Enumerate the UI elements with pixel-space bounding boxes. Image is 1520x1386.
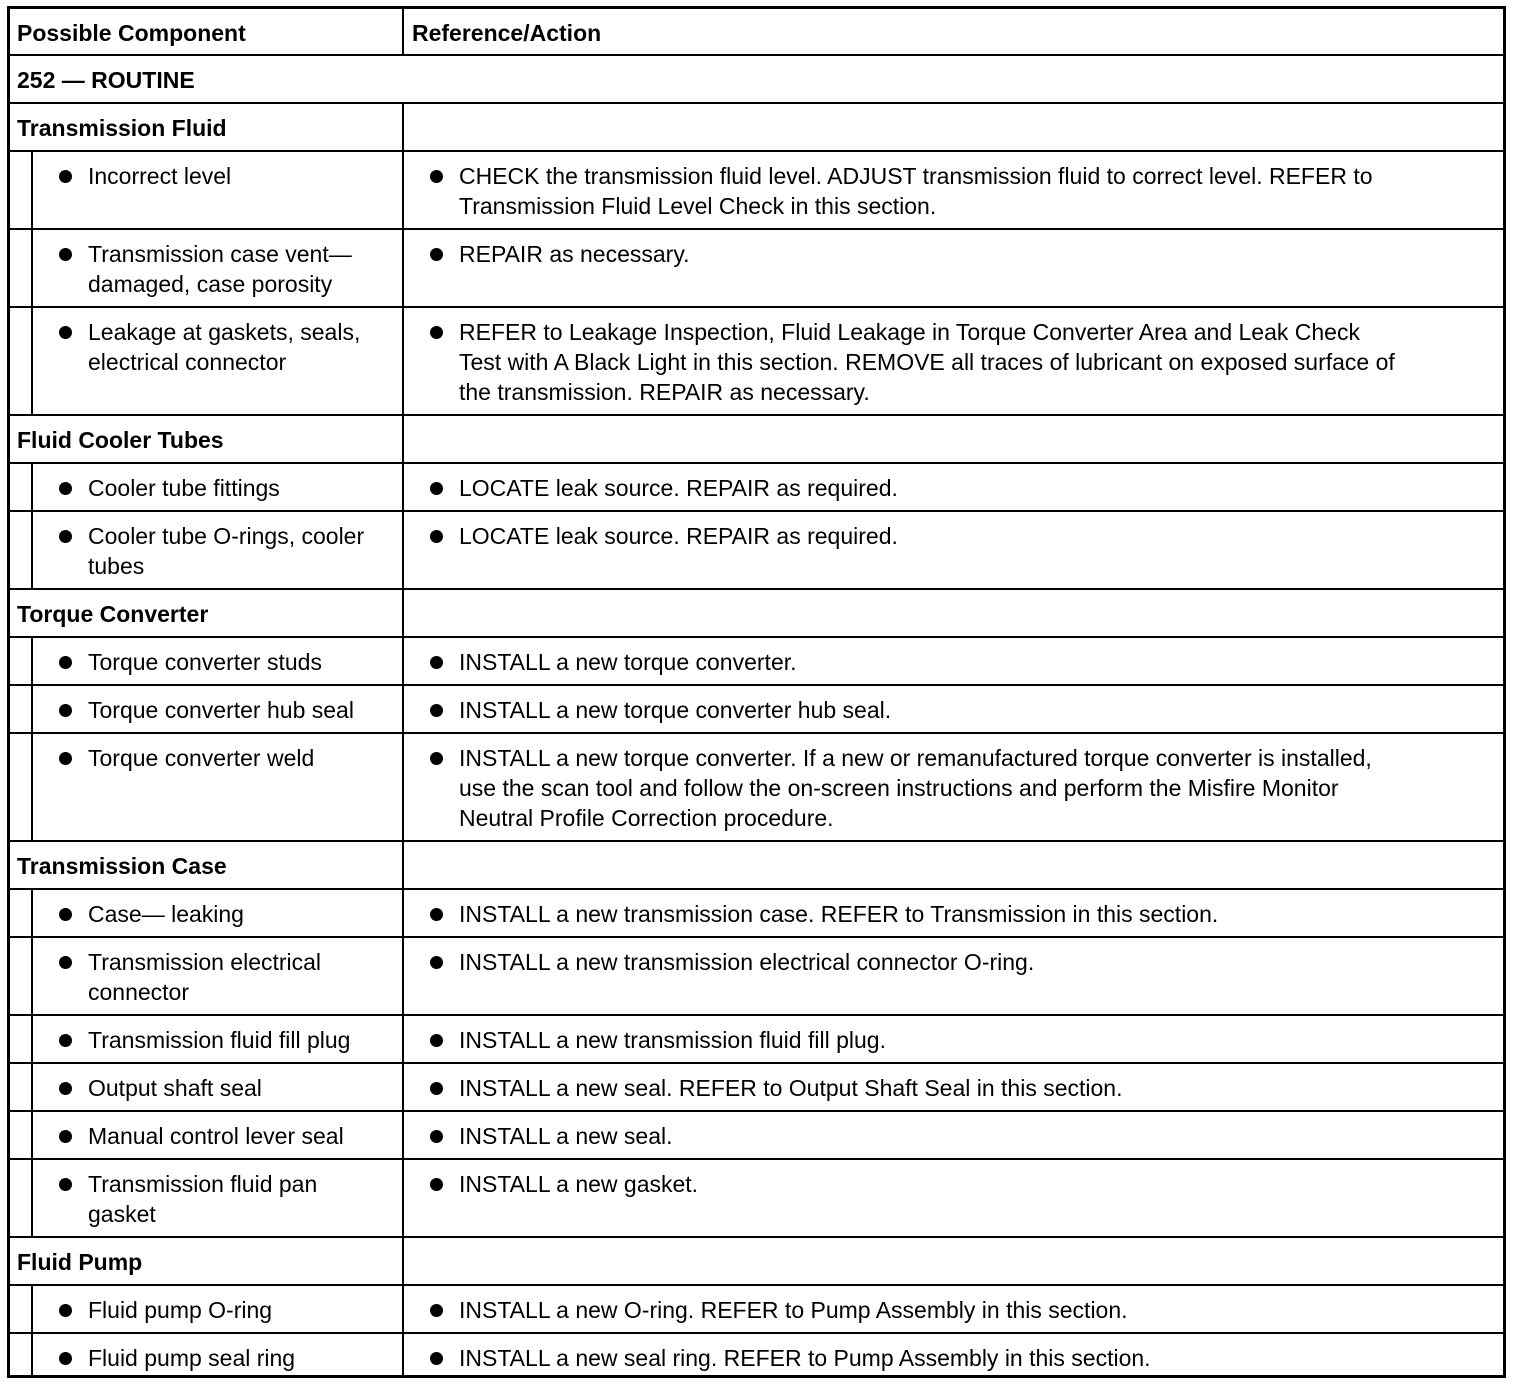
- bullet-icon: [430, 1352, 443, 1365]
- bullet-icon: [59, 248, 72, 261]
- bullet-icon: [59, 1130, 72, 1143]
- component-text: Transmission electrical connector: [88, 949, 322, 1005]
- bullet-icon: [59, 956, 72, 969]
- table-row: [10, 1014, 1503, 1062]
- bullet-icon: [430, 1178, 443, 1191]
- action-text: LOCATE leak source. REPAIR as required.: [459, 523, 898, 549]
- component-text: Torque converter hub seal: [88, 697, 354, 723]
- action-text: INSTALL a new transmission case. REFER to Transmission in this section.: [459, 901, 1219, 927]
- action-text: INSTALL a new seal. REFER to Output Shaft Seal in this section.: [459, 1075, 1123, 1101]
- bullet-icon: [430, 956, 443, 969]
- component-text: Manual control lever seal: [88, 1123, 344, 1149]
- component-text: Leakage at gaskets, seals, electrical connector: [88, 319, 361, 375]
- component-text: Transmission fluid fill plug: [88, 1027, 351, 1053]
- bullet-icon: [59, 530, 72, 543]
- bullet-icon: [59, 1352, 72, 1365]
- bullet-icon: [59, 1034, 72, 1047]
- bullet-icon: [430, 1130, 443, 1143]
- column-header-action: Reference/Action: [412, 20, 602, 46]
- group-row-transmission-fluid: [10, 102, 1503, 150]
- bullet-icon: [430, 1034, 443, 1047]
- bullet-icon: [59, 908, 72, 921]
- component-text: Fluid pump O-ring: [88, 1297, 273, 1323]
- bullet-icon: [59, 1304, 72, 1317]
- group-title: Fluid Cooler Tubes: [17, 427, 224, 453]
- component-text: Transmission case vent— damaged, case porosity: [88, 241, 352, 297]
- bullet-icon: [430, 170, 443, 183]
- table-row: [10, 1332, 1503, 1375]
- bullet-icon: [59, 170, 72, 183]
- action-text: INSTALL a new transmission electrical connector O-ring.: [459, 949, 1035, 975]
- component-text: Incorrect level: [88, 163, 232, 189]
- table-row: [10, 510, 1503, 588]
- bullet-icon: [430, 1304, 443, 1317]
- bullet-icon: [430, 656, 443, 669]
- action-text: INSTALL a new seal ring. REFER to Pump Assembly in this section.: [459, 1345, 1151, 1371]
- bullet-icon: [430, 704, 443, 717]
- bullet-icon: [430, 752, 443, 765]
- bullet-icon: [59, 1082, 72, 1095]
- action-text: REFER to Leakage Inspection, Fluid Leakage in Torque Converter Area and Leak Check Test with A Black Light in this section. REMOVE all traces of lubricant on exposed surface of the transmission. REPAIR as necessary.: [459, 319, 1395, 405]
- group-title: Transmission Case: [17, 853, 227, 879]
- action-text: CHECK the transmission fluid level. ADJUST transmission fluid to correct level. REFER to Transmission Fluid Level Check in this section.: [459, 163, 1373, 219]
- action-text: INSTALL a new torque converter hub seal.: [459, 697, 892, 723]
- bullet-icon: [430, 908, 443, 921]
- action-text: INSTALL a new O-ring. REFER to Pump Assembly in this section.: [459, 1297, 1128, 1323]
- component-text: Torque converter weld: [88, 745, 315, 771]
- bullet-icon: [59, 482, 72, 495]
- group-row-fluid-cooler-tubes: [10, 414, 1503, 462]
- table-row: [10, 1158, 1503, 1236]
- bullet-icon: [430, 530, 443, 543]
- component-text: Transmission fluid pan gasket: [88, 1171, 318, 1227]
- component-text: Cooler tube fittings: [88, 475, 280, 501]
- action-text: LOCATE leak source. REPAIR as required.: [459, 475, 898, 501]
- bullet-icon: [59, 656, 72, 669]
- action-text: REPAIR as necessary.: [459, 241, 690, 267]
- component-text: Fluid pump seal ring: [88, 1345, 296, 1371]
- table-row: [10, 150, 1503, 228]
- action-text: INSTALL a new seal.: [459, 1123, 673, 1149]
- action-text: INSTALL a new torque converter. If a new or remanufactured torque converter is installed, use the scan tool and follow the on-screen instructions and perform the Misfire Monitor Neutral Profile Correction procedure.: [459, 745, 1372, 831]
- table-row: [10, 306, 1503, 414]
- table-row: [10, 1110, 1503, 1158]
- table-row: [10, 732, 1503, 840]
- table-header-row: [10, 9, 1503, 54]
- group-title: Transmission Fluid: [17, 115, 227, 141]
- group-row-fluid-pump: [10, 1236, 1503, 1284]
- table-row: [10, 1284, 1503, 1332]
- table-row: [10, 228, 1503, 306]
- bullet-icon: [430, 248, 443, 261]
- section-title: 252 — ROUTINE: [17, 67, 195, 93]
- column-header-component: Possible Component: [17, 20, 246, 46]
- bullet-icon: [59, 704, 72, 717]
- group-title: Torque Converter: [17, 601, 209, 627]
- action-text: INSTALL a new gasket.: [459, 1171, 699, 1197]
- table-row: [10, 936, 1503, 1014]
- group-row-torque-converter: [10, 588, 1503, 636]
- bullet-icon: [59, 1178, 72, 1191]
- bullet-icon: [430, 482, 443, 495]
- bullet-icon: [430, 326, 443, 339]
- table-row: [10, 888, 1503, 936]
- action-text: INSTALL a new transmission fluid fill plug.: [459, 1027, 886, 1053]
- bullet-icon: [59, 752, 72, 765]
- table-row: [10, 1062, 1503, 1110]
- table-row: [10, 636, 1503, 684]
- bullet-icon: [59, 326, 72, 339]
- section-row: [10, 54, 1503, 102]
- group-row-transmission-case: [10, 840, 1503, 888]
- component-text: Output shaft seal: [88, 1075, 262, 1101]
- diagnosis-table: [7, 6, 1506, 1378]
- table-row: [10, 462, 1503, 510]
- component-text: Cooler tube O-rings, cooler tubes: [88, 523, 365, 579]
- table-row: [10, 684, 1503, 732]
- bullet-icon: [430, 1082, 443, 1095]
- group-title: Fluid Pump: [17, 1249, 143, 1275]
- component-text: Case— leaking: [88, 901, 244, 927]
- action-text: INSTALL a new torque converter.: [459, 649, 797, 675]
- component-text: Torque converter studs: [88, 649, 322, 675]
